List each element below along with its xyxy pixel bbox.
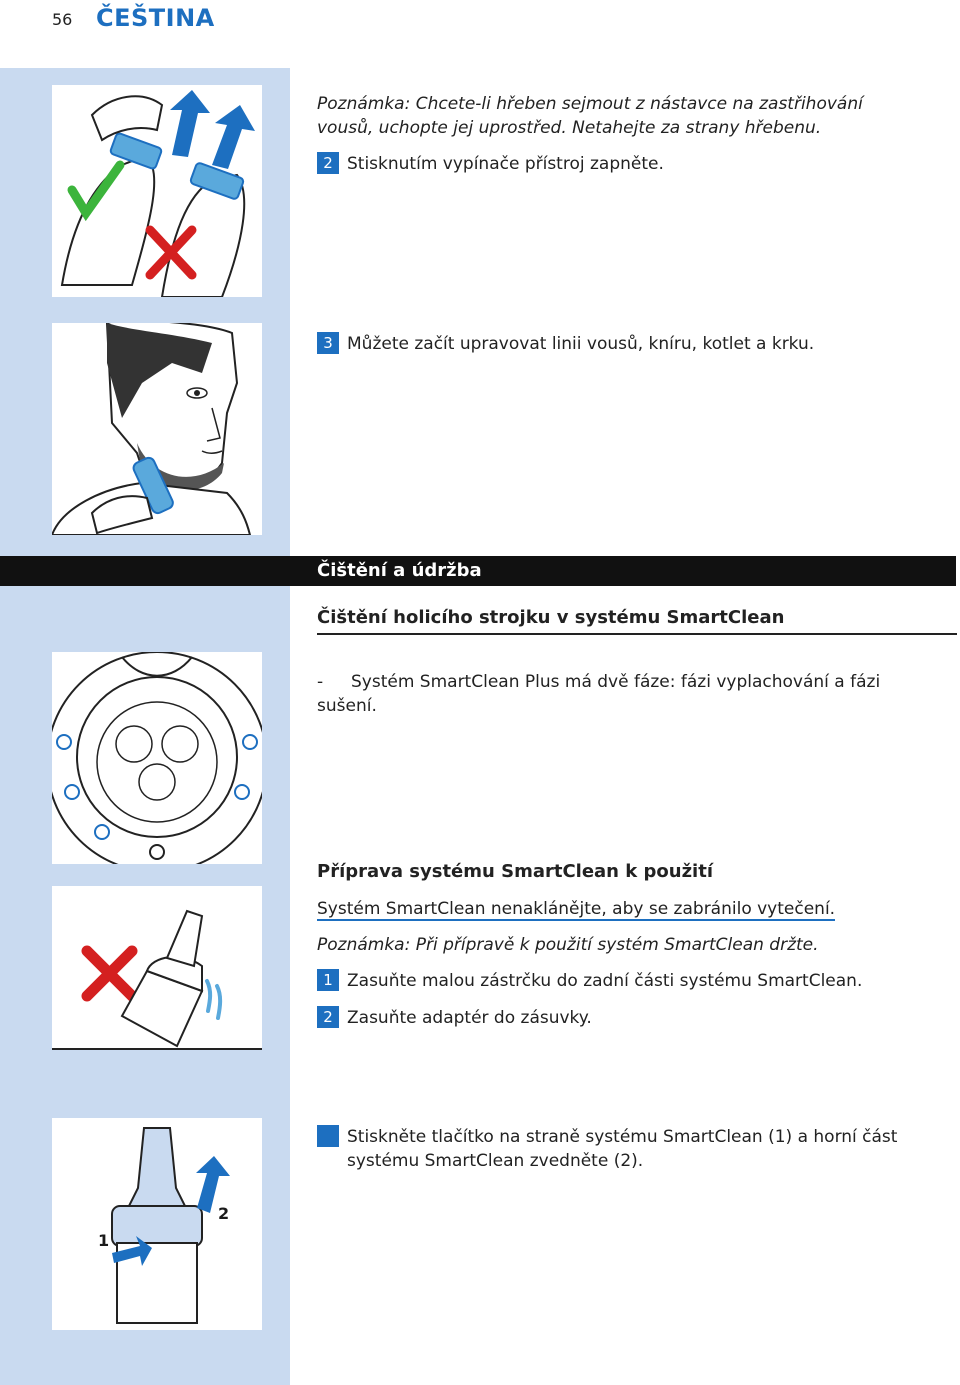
pointer-arrow bbox=[262, 330, 290, 366]
callout-label-1: 1 bbox=[98, 1231, 110, 1250]
prep-note: Poznámka: Při přípravě k použití systém SmartClean držte. bbox=[317, 935, 819, 955]
step-number: 2 bbox=[317, 1006, 339, 1028]
prep-warning bbox=[317, 897, 835, 921]
bullet-text: Systém SmartClean Plus má dvě fáze: fázi vyplachování a fázi sušení. bbox=[317, 672, 881, 716]
step-text: Zasuňte malou zástrčku do zadní části systému SmartClean. bbox=[347, 971, 863, 991]
subsection-rule bbox=[317, 633, 957, 635]
step-number: 3 bbox=[317, 332, 339, 354]
bullet-mark: - bbox=[317, 672, 324, 692]
illustration-lift-top bbox=[52, 1118, 262, 1330]
step-number: 2 bbox=[317, 152, 339, 174]
illustration-do-not-tilt bbox=[52, 886, 262, 1050]
page-number: 56 bbox=[52, 10, 73, 29]
pointer-arrow bbox=[262, 1125, 290, 1161]
section-title-bar: Čištění a údržba bbox=[0, 556, 956, 586]
step-text: Stiskněte tlačítko na straně systému SmartClean (1) a horní část systému SmartClean zvedněte (2). bbox=[347, 1127, 898, 1171]
illustration-face-trimming bbox=[52, 323, 262, 535]
step-text: Zasuňte adaptér do zásuvky. bbox=[347, 1008, 592, 1028]
illustration-smartclean-top-view bbox=[52, 652, 262, 864]
prep-warning-text: Systém SmartClean nenaklánějte, aby se zabránilo vytečení. bbox=[317, 899, 836, 919]
step-1-small-plug bbox=[317, 969, 937, 993]
pointer-arrow bbox=[262, 893, 290, 929]
illustration-comb-removal bbox=[52, 85, 262, 297]
callout-label-2: 2 bbox=[218, 1204, 230, 1223]
step-3-start-trimming bbox=[317, 332, 937, 356]
step-text: Můžete začít upravovat linii vousů, kníru, kotlet a krku. bbox=[347, 334, 815, 354]
step-number: 1 bbox=[317, 969, 339, 991]
step-2-adapter bbox=[317, 1006, 937, 1030]
note-comb-removal: Poznámka: Chcete-li hřeben sejmout z nástavce na zastřihování vousů, uchopte jej uprostřed. Netahejte za strany hřebenu. bbox=[317, 94, 863, 138]
step-2-switch-on bbox=[317, 152, 937, 176]
subsection-title: Čištění holicího strojku v systému SmartClean bbox=[317, 607, 785, 628]
pointer-arrow bbox=[262, 660, 290, 696]
prep-title: Příprava systému SmartClean k použití bbox=[317, 861, 713, 882]
step-number: 3 bbox=[317, 1125, 339, 1147]
page-language-heading: ČEŠTINA bbox=[96, 4, 215, 32]
step-text: Stisknutím vypínače přístroj zapněte. bbox=[347, 154, 664, 174]
step-3-lift-top bbox=[308, 1125, 927, 1173]
pointer-arrow bbox=[262, 92, 290, 128]
bullet-smartclean-phases bbox=[317, 670, 937, 718]
